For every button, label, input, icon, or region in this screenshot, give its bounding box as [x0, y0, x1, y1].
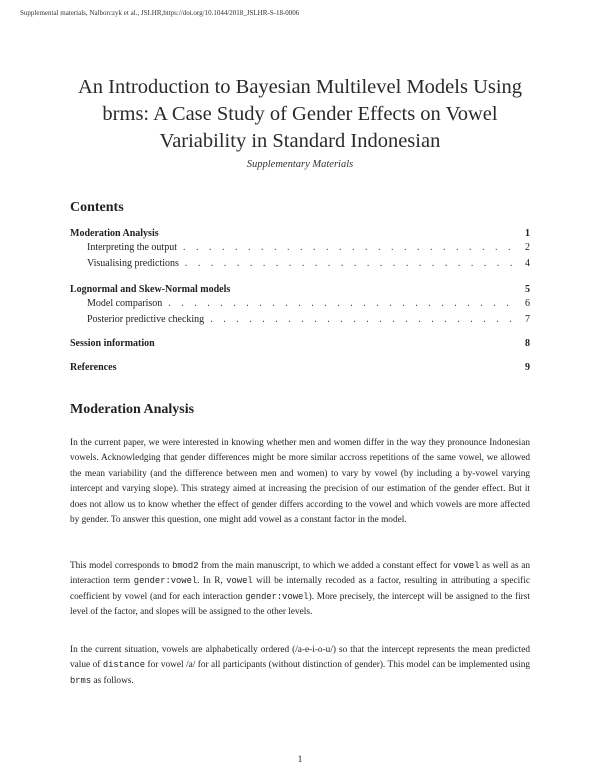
code-gender-vowel: gender:vowel: [245, 591, 309, 602]
toc-entry-page: 2: [525, 242, 530, 253]
toc-entry-label: References: [70, 362, 117, 373]
code-vowel: vowel: [226, 576, 253, 587]
title-line-2: brms: A Case Study of Gender Effects on Vowel: [102, 103, 498, 125]
page-number: 1: [297, 755, 303, 765]
toc-entry-posterior-checking[interactable]: [70, 314, 530, 328]
contents-heading: Contents: [70, 200, 124, 215]
code-vowel: vowel: [453, 561, 480, 571]
toc-entry-label: Visualising predictions: [87, 258, 179, 269]
toc-entry-page: 9: [525, 362, 530, 373]
text-run: In the current situation, vowels are alphabetically ordered (/a-e-i-o-u/) so that the intercept represents the mean predicted value of: [70, 645, 530, 671]
paragraph-1: In the current paper, we were interested in knowing whether men and women differ in the way they pronounce Indonesian vowels. Acknowledging that gender differences might be more similar accross repetitions of the same vowel, we allowed the mean variability (and the difference between men and women) to vary by vowel (by including a by-vowel varying intercept and varying slope). This strategy aimed at increasing the precision of our estimation of the gender effect. But it does not allow us to know whether the effect of gender differs according to the vowel and which vowels are more affected by gender. To answer this question, one might add vowel as a constant factor in the model.: [70, 438, 530, 526]
toc-entry-interpreting-output[interactable]: [70, 242, 530, 256]
paragraph-3: [70, 643, 530, 689]
toc-entry-label: Lognormal and Skew-Normal models: [70, 284, 231, 295]
text-run: This model corresponds to: [70, 561, 173, 571]
paragraph-2: [70, 559, 530, 621]
toc-entry-model-comparison[interactable]: [70, 298, 530, 312]
header-doi-link[interactable]: https://doi.org/10.1044/2018_JSLHR-S-18-0006: [163, 9, 300, 17]
header-citation: Supplemental materials, Nalborczyk et al., JSLHR,: [20, 9, 164, 17]
text-run: as follows.: [91, 675, 134, 686]
code-brms: brms: [70, 675, 92, 686]
title-line-1: An Introduction to Bayesian Multilevel Models Using: [77, 76, 523, 98]
running-header: [20, 9, 299, 17]
toc-entry-page: 5: [525, 284, 530, 295]
toc-leader-dots: [168, 298, 514, 309]
toc-entry-label: Posterior predictive checking: [87, 314, 205, 325]
text-run: for vowel /a/ for all participants (without distinction of gender). This model can be implemented using: [145, 660, 530, 671]
code-bmod2: bmod2: [172, 561, 199, 571]
text-run: will be internally recoded as a factor, resulting in attributing a specific coefficient by vowel (and for each interaction: [70, 576, 530, 602]
toc-entry-page: 4: [525, 258, 530, 269]
toc-entry-references[interactable]: [70, 362, 530, 376]
toc-entry-session-information[interactable]: [70, 338, 530, 352]
toc-entry-moderation-analysis[interactable]: [70, 228, 530, 242]
title-line-3: Variability in Standard Indonesian: [159, 130, 441, 152]
paper-subtitle: Supplementary Materials: [246, 159, 354, 170]
text-run: from the main manuscript, to which we added a constant effect for: [198, 561, 454, 571]
text-run: as well as an interaction term: [70, 561, 530, 587]
toc-entry-visualising-predictions[interactable]: [70, 258, 530, 272]
toc-entry-lognormal-models[interactable]: [70, 284, 530, 298]
text-run: . In R,: [197, 576, 227, 587]
toc-entry-label: Session information: [70, 338, 155, 349]
toc-entry-page: 7: [525, 314, 530, 325]
paper-title: [60, 74, 540, 155]
toc-leader-dots: [210, 314, 514, 325]
toc-entry-label: Moderation Analysis: [70, 228, 159, 239]
toc-entry-label: Interpreting the output: [87, 242, 177, 253]
section-heading-moderation-analysis: Moderation Analysis: [70, 402, 195, 417]
toc-leader-dots: [185, 258, 514, 269]
toc-entry-label: Model comparison: [87, 298, 163, 309]
code-gender-vowel: gender:vowel: [133, 576, 198, 587]
text-run: ). More precisely, the intercept will be assigned to the first level of the factor, and slopes will be assigned to the other levels.: [70, 591, 530, 618]
toc-entry-page: 8: [525, 338, 530, 349]
toc-entry-page: 6: [525, 298, 530, 309]
code-distance: distance: [102, 660, 146, 671]
toc-leader-dots: [183, 242, 514, 253]
toc-entry-page: 1: [525, 228, 530, 239]
